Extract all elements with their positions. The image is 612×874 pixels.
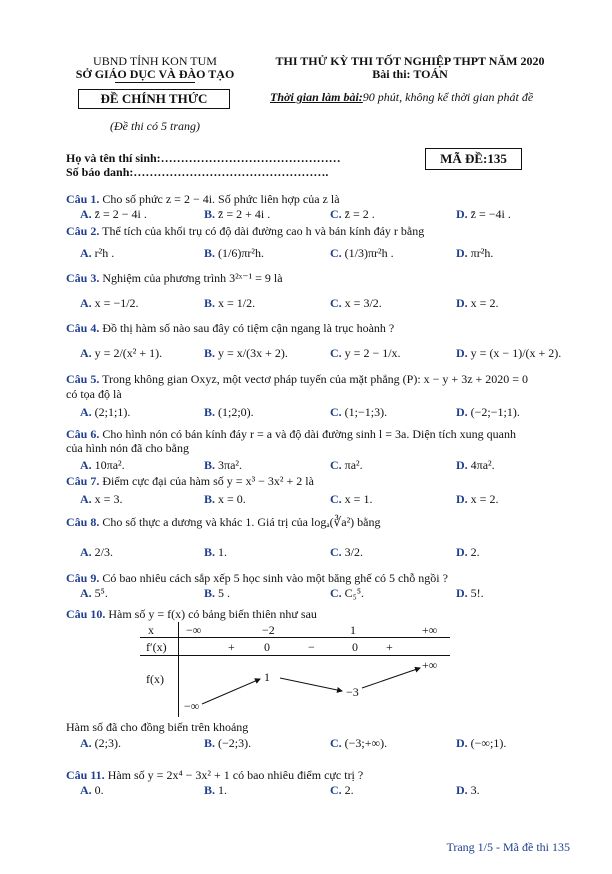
option-text: y = x/(3x + 2). — [218, 346, 288, 360]
option-text: z̄ = 2 − 4i . — [94, 207, 147, 221]
answer-option — [330, 586, 364, 601]
vt-fprime-sign: 0 — [352, 640, 358, 654]
vt-x-label: x — [148, 623, 154, 637]
answer-option — [80, 586, 108, 601]
question-line — [66, 271, 283, 286]
option-text: x = 2. — [470, 296, 499, 310]
vt-x-value: −∞ — [186, 623, 202, 637]
candidate-id-field: Số báo danh:…………………………………………. — [66, 165, 329, 179]
vt-fprime-sign: 0 — [264, 640, 270, 654]
answer-option — [330, 207, 375, 222]
answer-option — [456, 405, 520, 420]
option-letter: D. — [456, 586, 468, 600]
answer-option — [80, 492, 122, 507]
option-letter: B. — [204, 586, 216, 600]
exam-code-box: MÃ ĐỀ:135 — [425, 148, 522, 170]
option-letter: C. — [330, 586, 342, 600]
vt-f-value: 1 — [264, 670, 270, 684]
question-text: Hàm số y = f(x) có bảng biến thiên như sau — [108, 607, 317, 621]
question-line — [66, 768, 363, 783]
question-text: Đồ thị hàm số nào sau đây có tiệm cận ngang là trục hoành ? — [102, 321, 395, 335]
exam-title: THI THỬ KỲ THI TỐT NGHIỆP THPT NĂM 2020 — [275, 54, 545, 68]
option-letter: A. — [80, 492, 92, 506]
question-line — [66, 321, 394, 336]
vt-f-value: −3 — [346, 685, 359, 699]
question-number: Câu 10. — [66, 607, 106, 621]
option-text: (−2;−1;1). — [470, 405, 520, 419]
answer-option — [204, 346, 288, 361]
option-letter: B. — [204, 545, 216, 559]
vt-x-value: −2 — [262, 623, 275, 637]
question-text-cont: của hình nón đã cho bằng — [66, 441, 189, 455]
option-text: x = 1. — [344, 492, 373, 506]
option-text: 10πa². — [94, 458, 125, 472]
option-text: 5 . — [218, 586, 231, 600]
question-text: Cho số phức z = 2 − 4i. Số phức liên hợp của z là — [102, 192, 340, 206]
option-text: (1/3)πr²h . — [344, 246, 394, 260]
option-letter: A. — [80, 458, 92, 472]
option-letter: B. — [204, 246, 216, 260]
answer-option — [80, 736, 121, 751]
answer-option — [80, 296, 139, 311]
question-number: Câu 4. — [66, 321, 100, 335]
option-text: x = 3/2. — [344, 296, 382, 310]
question-text: Cho số thực a dương và khác 1. Giá trị của logₐ(∛a²) bằng — [102, 515, 381, 529]
option-letter: C. — [330, 458, 342, 472]
option-letter: C. — [330, 405, 342, 419]
option-text: x = 1/2. — [218, 296, 256, 310]
option-letter: A. — [80, 545, 92, 559]
answer-option — [80, 783, 104, 798]
question-text: Cho hình nón có bán kính đáy r = a và độ dài đường sinh l = 3a. Diện tích xung quanh — [102, 427, 516, 441]
option-text: 0. — [94, 783, 104, 797]
option-letter: B. — [204, 736, 216, 750]
answer-option — [456, 586, 484, 601]
option-text: x = 3. — [94, 492, 123, 506]
option-text: C₅⁵. — [344, 586, 365, 600]
answer-option — [80, 246, 114, 261]
option-letter: C. — [330, 545, 342, 559]
option-letter: C. — [330, 207, 342, 221]
dept-subname: SỞ GIÁO DỤC VÀ ĐÀO TẠO — [75, 67, 235, 81]
official-box: ĐỀ CHÍNH THỨC — [78, 89, 230, 109]
exam-subject: Bài thi: TOÁN — [372, 67, 448, 81]
option-letter: A. — [80, 405, 92, 419]
option-text: (−3;+∞). — [344, 736, 388, 750]
answer-option — [204, 405, 254, 420]
option-text: 2/3. — [94, 545, 114, 559]
question-number: Câu 3. — [66, 271, 100, 285]
answer-option — [456, 296, 498, 311]
answer-option — [80, 405, 130, 420]
variation-table — [140, 622, 450, 717]
answer-option — [456, 545, 480, 560]
option-letter: A. — [80, 246, 92, 260]
option-letter: D. — [456, 207, 468, 221]
question-number: Câu 7. — [66, 474, 100, 488]
answer-option — [330, 492, 372, 507]
pages-note: (Đề thi có 5 trang) — [110, 119, 200, 133]
answer-option — [456, 458, 495, 473]
option-text: (−∞;1). — [470, 736, 507, 750]
option-text: πr²h. — [470, 246, 494, 260]
question-number: Câu 11. — [66, 768, 105, 782]
subname-underline — [115, 82, 195, 83]
option-letter: A. — [80, 346, 92, 360]
option-text: (2;3). — [94, 736, 121, 750]
answer-option — [330, 296, 382, 311]
vt-fprime-sign: − — [308, 640, 315, 654]
option-letter: B. — [204, 783, 216, 797]
answer-option — [456, 207, 511, 222]
option-letter: C. — [330, 783, 342, 797]
answer-option — [204, 207, 270, 222]
option-letter: A. — [80, 736, 92, 750]
option-text: 2. — [344, 783, 354, 797]
answer-option — [330, 736, 387, 751]
option-text: (1;−1;3). — [344, 405, 388, 419]
answer-option — [204, 736, 251, 751]
option-text: z̄ = 2 + 4i . — [218, 207, 271, 221]
option-letter: B. — [204, 296, 216, 310]
question-number: Câu 1. — [66, 192, 100, 206]
option-letter: D. — [456, 783, 468, 797]
question-text: Trong không gian Oxyz, một vectơ pháp tuyến của mặt phẳng (P): x − y + 3z + 2020 = 0 — [102, 372, 529, 386]
option-letter: B. — [204, 458, 216, 472]
option-text: 4πa². — [470, 458, 495, 472]
vt-arrow-up — [362, 668, 420, 688]
question-line — [66, 571, 448, 586]
option-text: y = 2/(x² + 1). — [94, 346, 163, 360]
answer-option — [330, 545, 363, 560]
option-letter: B. — [204, 207, 216, 221]
vt-f-value: +∞ — [422, 658, 438, 672]
answer-option — [204, 783, 227, 798]
question-number: Câu 5. — [66, 372, 100, 386]
option-letter: A. — [80, 586, 92, 600]
option-letter: C. — [330, 246, 342, 260]
question-line — [66, 515, 380, 530]
time-label: Thời gian làm bài: — [270, 90, 363, 104]
option-text: 3. — [470, 783, 480, 797]
question-line — [66, 224, 424, 239]
option-text: 5!. — [470, 586, 484, 600]
question-line — [66, 607, 317, 622]
question-line — [66, 474, 314, 489]
answer-option — [456, 346, 561, 361]
vt-x-value: +∞ — [422, 623, 438, 637]
page-footer: Trang 1/5 - Mã đề thi 135 — [446, 840, 570, 854]
vt-fprime-sign: + — [228, 640, 235, 654]
option-text: πa². — [344, 458, 363, 472]
answer-option — [204, 458, 242, 473]
option-text: z̄ = −4i . — [470, 207, 511, 221]
option-text: 2. — [470, 545, 480, 559]
question-text-cont: Hàm số đã cho đồng biến trên khoảng — [66, 720, 249, 734]
answer-option — [330, 346, 401, 361]
question-number: Câu 8. — [66, 515, 100, 529]
vt-arrow-up — [202, 679, 260, 704]
question-text: Có bao nhiêu cách sắp xếp 5 học sinh vào một băng ghế có 5 chỗ ngồi ? — [102, 571, 448, 585]
question-text: Thể tích của khối trụ có độ dài đường cao h và bán kính đáy r bằng — [102, 224, 425, 238]
option-letter: D. — [456, 492, 468, 506]
option-letter: C. — [330, 492, 342, 506]
option-text: (−2;3). — [218, 736, 252, 750]
option-text: y = 2 − 1/x. — [344, 346, 401, 360]
answer-option — [456, 246, 493, 261]
answer-option — [80, 545, 113, 560]
vt-f-label: f(x) — [146, 672, 164, 686]
answer-option — [330, 405, 387, 420]
option-letter: C. — [330, 346, 342, 360]
question-text: Nghiệm của phương trình 3²ˣ⁻¹ = 9 là — [102, 271, 283, 285]
option-letter: B. — [204, 492, 216, 506]
time-line — [270, 90, 570, 105]
option-text: r²h . — [94, 246, 115, 260]
option-letter: B. — [204, 405, 216, 419]
answer-option — [330, 783, 354, 798]
vt-fprime-sign: + — [386, 640, 393, 654]
question-number: Câu 6. — [66, 427, 100, 441]
option-text: 1. — [218, 545, 228, 559]
option-text: 1. — [218, 783, 228, 797]
answer-option — [204, 492, 246, 507]
vt-x-value: 1 — [350, 623, 356, 637]
question-number: Câu 9. — [66, 571, 100, 585]
answer-option — [204, 586, 230, 601]
vt-f-value: −∞ — [184, 699, 200, 713]
answer-option — [80, 458, 125, 473]
option-text: 5⁵. — [94, 586, 108, 600]
question-line — [66, 372, 528, 387]
option-letter: C. — [330, 736, 342, 750]
question-text: Hàm số y = 2x⁴ − 3x² + 1 có bao nhiêu điểm cực trị ? — [107, 768, 364, 782]
option-text: (1/6)πr²h. — [218, 246, 264, 260]
option-letter: D. — [456, 346, 468, 360]
vt-fprime-label: f′(x) — [146, 640, 167, 654]
option-text: x = 0. — [218, 492, 246, 506]
option-text: x = 2. — [470, 492, 499, 506]
answer-option — [80, 207, 147, 222]
answer-option — [456, 736, 506, 751]
answer-option — [456, 783, 480, 798]
option-text: (1;2;0). — [218, 405, 254, 419]
question-line — [66, 192, 340, 207]
answer-option — [456, 492, 498, 507]
answer-option — [330, 458, 363, 473]
option-letter: C. — [330, 296, 342, 310]
answer-option — [80, 346, 162, 361]
option-letter: D. — [456, 458, 468, 472]
option-letter: D. — [456, 296, 468, 310]
time-value: 90 phút, không kể thời gian phát đề — [362, 90, 534, 104]
option-letter: A. — [80, 296, 92, 310]
dept-name: UBND TỈNH KON TUM — [93, 54, 217, 68]
vt-arrow-down — [280, 678, 342, 691]
question-number: Câu 2. — [66, 224, 100, 238]
option-text: y = (x − 1)/(x + 2). — [470, 346, 562, 360]
answer-option — [330, 246, 394, 261]
option-letter: A. — [80, 783, 92, 797]
question-text: Điểm cực đại của hàm số y = x³ − 3x² + 2 là — [102, 474, 314, 488]
question-line — [66, 427, 516, 442]
option-text: (2;1;1). — [94, 405, 131, 419]
option-letter: D. — [456, 736, 468, 750]
option-letter: D. — [456, 246, 468, 260]
candidate-name-field: Họ và tên thí sinh:……………………………………… — [66, 151, 341, 165]
option-letter: B. — [204, 346, 216, 360]
vt-arrows — [140, 622, 450, 717]
question-text-cont: có tọa độ là — [66, 387, 122, 401]
answer-option — [204, 296, 255, 311]
option-text: z̄ = 2 . — [344, 207, 375, 221]
option-letter: D. — [456, 545, 468, 559]
option-text: x = −1/2. — [94, 296, 139, 310]
answer-option — [204, 545, 227, 560]
option-text: 3πa². — [218, 458, 242, 472]
answer-option — [204, 246, 264, 261]
option-letter: D. — [456, 405, 468, 419]
option-text: 3/2. — [344, 545, 364, 559]
option-letter: A. — [80, 207, 92, 221]
